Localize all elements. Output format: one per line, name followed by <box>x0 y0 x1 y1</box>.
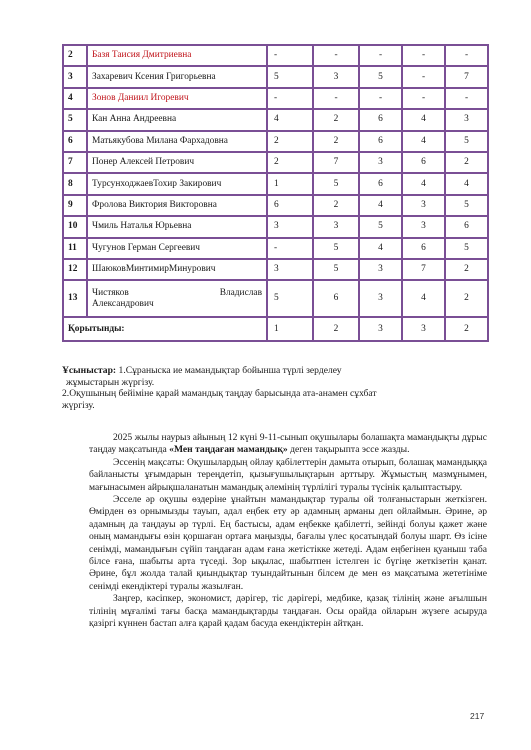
score-cell: 2 <box>313 109 359 130</box>
essay-topic: «Мен таңдаған мамандық» <box>169 444 288 456</box>
total-cell: 2 <box>313 317 359 341</box>
student-name: Базя Таисия Дмитриевна <box>87 45 267 66</box>
student-name: Матьякубова Милана Фархадовна <box>87 131 267 152</box>
table-row <box>63 280 488 317</box>
score-cell: 7 <box>445 66 488 87</box>
table-body <box>63 45 488 280</box>
table-tail <box>63 280 488 341</box>
score-cell: 5 <box>313 238 359 259</box>
score-cell: - <box>267 238 313 259</box>
score-cell: 6 <box>445 216 488 237</box>
score-cell: 4 <box>402 109 445 130</box>
table-row <box>63 152 488 173</box>
score-cell: 3 <box>359 152 402 173</box>
student-surname: Чистяков <box>92 287 129 298</box>
row-number: 12 <box>63 259 87 280</box>
score-cell: 3 <box>445 109 488 130</box>
score-cell: 2 <box>445 280 488 317</box>
student-firstname: Владислав <box>219 287 262 298</box>
score-cell: - <box>267 45 313 66</box>
paragraph-content: Эсселе әр оқушы өздеріне ұнайтын мамандықтар туралы ой толғаныстарын жеткізген. Өмірден өз орнымызды тауып, адал еңбек ету әр адамның арманы деп ойлаймын. Әрине, әр адамның да таңдауы әр түрлі. Ең бастысы, адам еңбекке қабілетті, зейінді болуы қажет және оның мамандығы өзін қоршаған ортаға маңызды, бағалы үлес қосатындай болуы шарт. Өз ісіне сенімді, мамандығын сүйіп таңдаған адам ғана жетістікке жетеді. Адам еңбегінен қуаныш таба білсе ғана, шабыты арта түседі. Зор ықылас, шабытпен істелген іс бүгіңе жеткізетін қанат. Әрине, бұл жолда талай қиындықтар туындайтынын білсем де мен өз мақсатыма жететініме сенімді екендіктері туралы жазылған. <box>89 494 487 592</box>
score-cell: - <box>359 45 402 66</box>
intro-text-end: деген тақырыпта эссе жазды. <box>287 444 410 456</box>
score-cell: 4 <box>402 131 445 152</box>
row-number: 10 <box>63 216 87 237</box>
total-cell: 1 <box>267 317 313 341</box>
row-number: 11 <box>63 238 87 259</box>
score-cell: 3 <box>267 259 313 280</box>
row-number: 9 <box>63 195 87 216</box>
score-cell: 4 <box>402 280 445 317</box>
score-cell: 1 <box>267 173 313 194</box>
score-cell: 3 <box>313 216 359 237</box>
score-cell: - <box>445 45 488 66</box>
score-cell: 2 <box>267 152 313 173</box>
score-cell: - <box>313 88 359 109</box>
score-cell: 5 <box>359 66 402 87</box>
score-cell: 3 <box>359 280 402 317</box>
table-row <box>63 173 488 194</box>
score-cell: 4 <box>359 238 402 259</box>
student-name: Чугунов Герман Сергеевич <box>87 238 267 259</box>
score-cell: 5 <box>445 131 488 152</box>
score-cell: 5 <box>359 216 402 237</box>
total-row <box>63 317 488 341</box>
score-cell: 7 <box>313 152 359 173</box>
student-name: Кан Анна Андреевна <box>87 109 267 130</box>
table-row <box>63 45 488 66</box>
score-cell: - <box>267 88 313 109</box>
score-cell: - <box>313 45 359 66</box>
table-row <box>63 259 488 280</box>
table-row <box>63 88 488 109</box>
score-cell: 4 <box>445 173 488 194</box>
row-number: 13 <box>63 280 87 317</box>
student-name <box>87 280 267 317</box>
row-number: 8 <box>63 173 87 194</box>
score-cell: - <box>359 88 402 109</box>
score-cell: - <box>402 45 445 66</box>
score-cell: 7 <box>402 259 445 280</box>
recommendation-line: 2.Оқушының бейіміне қарай мамандық таңдау барысында ата-анамен сұхбат <box>62 388 377 400</box>
recommendation-line <box>62 365 492 377</box>
essay-report <box>89 432 487 631</box>
score-cell: - <box>402 66 445 87</box>
score-cell: 4 <box>402 173 445 194</box>
score-cell: 3 <box>359 259 402 280</box>
score-cell: - <box>445 88 488 109</box>
recommendation-line: жұмыстарын жүргізу. <box>66 376 155 388</box>
row-number: 2 <box>63 45 87 66</box>
score-cell: 5 <box>267 280 313 317</box>
score-cell: 3 <box>267 216 313 237</box>
paragraph-intro <box>89 432 487 457</box>
row-number: 7 <box>63 152 87 173</box>
score-cell: 5 <box>445 195 488 216</box>
total-cell: 3 <box>359 317 402 341</box>
paragraph-goal: Эссенің мақсаты: Оқушылардың ойлау қабілеттерін дамыта отырып, болашақ мамандыққа байланысты ұғымдарын тереңдетіп, қызығушылықтарын арттыру. Жұмыстың мазмұнымен, мағынасымен айрықшаланатын мамандық әлемінің түрлілігі туралы түсінік қалыптастыру. <box>89 456 487 493</box>
table-row <box>63 216 488 237</box>
total-cell: 3 <box>402 317 445 341</box>
score-cell: 2 <box>313 131 359 152</box>
row-number: 5 <box>63 109 87 130</box>
score-cell: - <box>402 88 445 109</box>
row-number: 4 <box>63 88 87 109</box>
score-cell: 5 <box>313 173 359 194</box>
score-cell: 2 <box>445 152 488 173</box>
row-number: 6 <box>63 131 87 152</box>
score-cell: 5 <box>445 238 488 259</box>
table-row <box>63 109 488 130</box>
student-name: Понер Алексей Петрович <box>87 152 267 173</box>
score-cell: 6 <box>313 280 359 317</box>
score-cell: 3 <box>402 195 445 216</box>
table-row <box>63 195 488 216</box>
student-name: Захаревич Ксения Григорьевна <box>87 66 267 87</box>
table-row <box>63 238 488 259</box>
score-cell: 2 <box>445 259 488 280</box>
score-cell: 4 <box>267 109 313 130</box>
score-cell: 6 <box>267 195 313 216</box>
table-row <box>63 131 488 152</box>
student-name: Фролова Виктория Викторовна <box>87 195 267 216</box>
table-row <box>63 66 488 87</box>
score-cell: 6 <box>402 152 445 173</box>
score-cell: 6 <box>359 131 402 152</box>
recommendations-label: Ұсыныстар: <box>62 365 117 376</box>
score-cell: 3 <box>313 66 359 87</box>
score-cell: 2 <box>313 195 359 216</box>
student-name: Чмиль Наталья Юрьевна <box>87 216 267 237</box>
student-name: Зонов Даниил Игоревич <box>87 88 267 109</box>
student-name: ШаюковМинтимирМинурович <box>87 259 267 280</box>
score-cell: 5 <box>313 259 359 280</box>
page-number: 217 <box>470 711 485 721</box>
results-table <box>62 44 489 342</box>
recommendations <box>62 365 492 411</box>
paragraph-professions: Заңгер, кәсіпкер, экономист, дәрігер, тіс дәрігері, медбике, қазақ тілінің және ағылшын тілінің мұғалімі тағы басқа мамандықтарды таңдаған. Осы орайда ойларын жүзеге асыруда қазіргі күннен бастап алға қарай қадам басуда екендіктерін айтқан. <box>89 593 487 630</box>
score-cell: 2 <box>267 131 313 152</box>
student-name: ТурсунходжаевТохир Закирович <box>87 173 267 194</box>
row-number: 3 <box>63 66 87 87</box>
score-cell: 6 <box>359 173 402 194</box>
intro-text: 2025 жылы наурыз айының 12 күні 9-11-сынып оқушылары болашақта мамандықты дұрыс таңдау мақсатында <box>89 432 487 456</box>
score-cell: 4 <box>359 195 402 216</box>
score-cell: 3 <box>402 216 445 237</box>
score-cell: 5 <box>267 66 313 87</box>
student-patronymic: Александрович <box>92 298 154 309</box>
total-label: Қорытынды: <box>63 317 267 341</box>
recommendation-line: жүргізу. <box>62 399 95 411</box>
score-cell: 6 <box>402 238 445 259</box>
score-cell: 6 <box>359 109 402 130</box>
recommendation-text: 1.Сұраныска ие мамандықтар бойынша түрлі зерделеу <box>118 365 342 376</box>
total-cell: 2 <box>445 317 488 341</box>
